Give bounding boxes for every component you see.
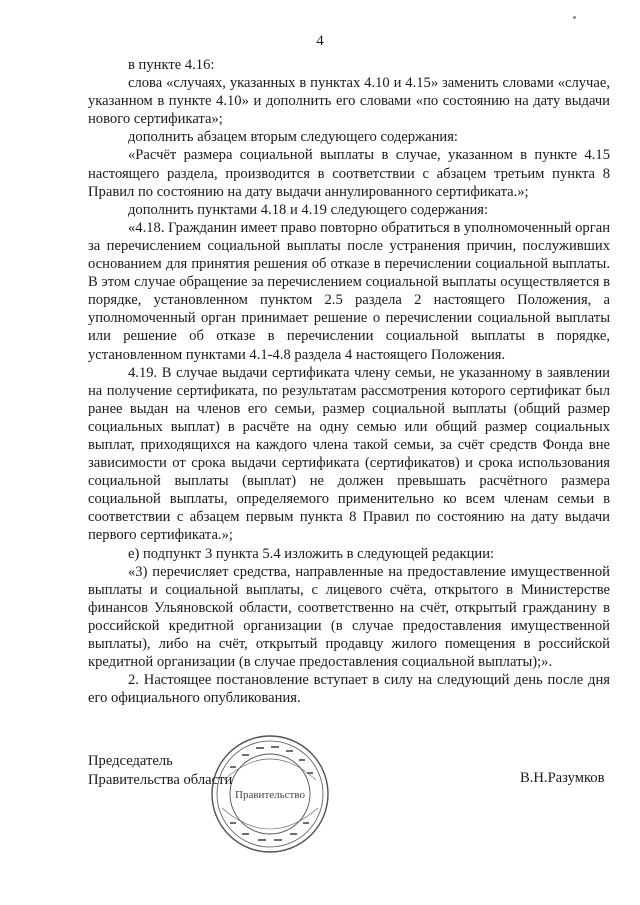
signature-title-line2: Правительства области: [88, 771, 233, 788]
signatory-name: В.Н.Разумков: [520, 770, 605, 786]
seal-graphic: [208, 732, 332, 856]
signature-title-line1: Председатель: [88, 753, 173, 769]
paragraph: в пункте 4.16:: [128, 57, 215, 73]
page-number: 4: [316, 33, 324, 49]
body-text: [88, 56, 610, 707]
paragraph: 4.19. В случае выдачи сертификата члену семьи, не указанному в заявлении на получение сертификата, по результатам рассмотрения которого сертификат был ранее выдан на членов его семьи, размер социальной выплаты (общий размер социальных выплат) в расчёте на одну семью или общий размер социальных выплат, приходящихся на каждого члена такой семьи, за счёт средств Фонда вне зависимости от срока выдачи сертификата (сертификатов) и срока использования социальной выплаты (выплат) не должен превышать расчётного размера социальной выплаты, определяемого применительно ко всем членам семьи в соответствии с абзацем первым пункта 8 Правил по состоянию на дату выдачи первого сертификата.»;: [88, 364, 610, 544]
official-seal: [208, 732, 332, 856]
scan-speck: [573, 16, 576, 19]
paragraph: «Расчёт размера социальной выплаты в случае, указанном в пункте 4.15 настоящего раздела, производится в соответствии с абзацем третьим пункта 8 Правил по состоянию на дату выдачи аннулированного сертификата.»;: [88, 147, 610, 200]
paragraph: «4.18. Гражданин имеет право повторно обратиться в уполномоченный орган за перечислением социальной выплаты после устранения причин, послуживших основанием для принятия решения об отказе в перечислении социальной выплаты. В этом случае обращение за перечислением социальной выплаты осуществляется в порядке, установленном пунктом 2.5 раздела 2 настоящего Положения, а уполномоченный орган принимает решение о перечислении социальной выплаты или решение об отказе в перечислении социальной выплаты в порядке, установленном пунктами 4.1-4.8 раздела 4 настоящего Положения.: [88, 219, 610, 363]
seal-center-text: Правительство: [235, 789, 305, 801]
paragraph: слова «случаях, указанных в пунктах 4.10 и 4.15» заменить словами «случае, указанном в пункте 4.10» и дополнить его словами «по состоянию на дату выдачи нового сертификата»;: [88, 75, 610, 128]
paragraph: «3) перечисляет средства, направленные на предоставление имущественной выплаты и социальной выплаты, с лицевого счёта, открытого в Министерстве финансов Ульяновской области, соответственно на счёт, открытый гражданину в российской кредитной организации (в случае предоставления имущественной выплаты), либо на счёт, открытый продавцу жилого помещения в российской кредитной организации (в случае предоставления социальной выплаты);».: [88, 563, 610, 671]
paragraph: дополнить пунктами 4.18 и 4.19 следующего содержания:: [128, 201, 489, 218]
paragraph: дополнить абзацем вторым следующего содержания:: [128, 129, 458, 146]
paragraph: е) подпункт 3 пункта 5.4 изложить в следующей редакции:: [128, 545, 495, 562]
paragraph: 2. Настоящее постановление вступает в силу на следующий день после дня его официального опубликования.: [88, 672, 610, 707]
